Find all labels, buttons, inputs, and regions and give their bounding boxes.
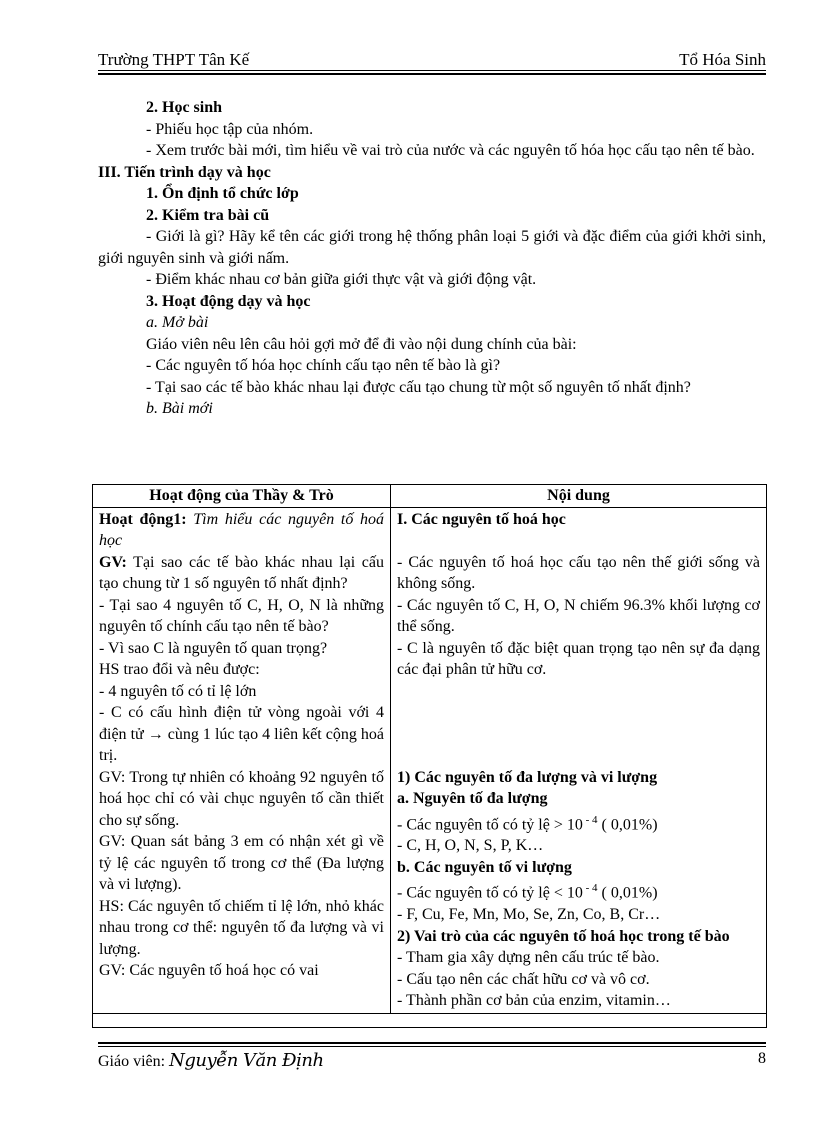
column-header: Nội dung: [391, 485, 767, 508]
table-text: GV: Quan sát bảng 3 em có nhận xét gì về tỷ lệ các nguyên tố trong cơ thể (Đa lượng và vi lượng).: [99, 833, 384, 893]
subsection-label: b. Bài mới: [146, 400, 213, 417]
signature: Nguyễn Văn Định: [169, 1050, 324, 1071]
page-header: [98, 48, 766, 70]
subsection-title: 2. Kiểm tra bài cũ: [146, 206, 270, 224]
table-text: - F, Cu, Fe, Mn, Mo, Se, Zn, Co, B, Cr…: [397, 906, 661, 924]
table-text: - Vì sao C là nguyên tố quan trọng?: [99, 639, 328, 657]
content-heading: 2) Vai trò của các nguyên tố hoá học trong tế bào: [397, 927, 730, 945]
content-subheading: a. Nguyên tố đa lượng: [397, 790, 548, 807]
table-text: HS: Các nguyên tố chiếm tỉ lệ lớn, nhỏ khác nhau trong cơ thể: nguyên tố đa lượng và vi lượng.: [99, 897, 384, 958]
column-header: Hoạt động của Thầy & Trò: [93, 485, 391, 508]
footer-rule-thick: [98, 1042, 766, 1044]
table-text: - C có cấu hình điện tử vòng ngoài với 4 điện tử → cùng 1 lúc tạo 4 liên kết cộng hoá trị.: [99, 704, 384, 764]
paragraph: - Tại sao các tế bào khác nhau lại được cấu tạo chung từ một số nguyên tố nhất định?: [146, 378, 691, 396]
footer-teacher: Giáo viên: Nguyễn Văn Định: [98, 1050, 324, 1071]
section-title: III. Tiến trình dạy và học: [98, 163, 271, 181]
subsection-title: 1. Ổn định tổ chức lớp: [146, 185, 299, 202]
header-school: Trường THPT Tân Kế: [98, 50, 250, 69]
paragraph: - Xem trước bài mới, tìm hiểu về vai trò của nước và các nguyên tố hóa học cấu tạo nên tế bào.: [146, 142, 755, 159]
header-rule: [98, 70, 766, 71]
teacher-student-activity-cell: [93, 507, 391, 1013]
table-text: - C, H, O, N, S, P, K…: [397, 837, 544, 855]
content-subheading: b. Các nguyên tố vi lượng: [397, 858, 572, 876]
paragraph: Giáo viên nêu lên câu hỏi gợi mở để đi vào nội dung chính của bài:: [146, 335, 577, 353]
table-row: [93, 507, 767, 1013]
table-text: - Thành phần cơ bản của enzim, vitamin…: [397, 992, 671, 1010]
table-text: GV: Tại sao các tế bào khác nhau lại cấu tạo chung từ 1 số nguyên tố nhất định?: [99, 553, 384, 592]
header-rule-thick: [98, 73, 766, 75]
table-text: - C là nguyên tố đặc biệt quan trọng tạo nên sự đa dạng các đại phân tử hữu cơ.: [397, 639, 760, 678]
content-heading: I. Các nguyên tố hoá học: [397, 510, 566, 528]
table-text: - Cấu tạo nên các chất hữu cơ và vô cơ.: [397, 970, 650, 988]
page-number: 8: [758, 1050, 766, 1067]
table-text: HS trao đổi và nêu được:: [99, 661, 260, 678]
content-heading: 1) Các nguyên tố đa lượng và vi lượng: [397, 768, 658, 786]
paragraph: - Điểm khác nhau cơ bản giữa giới thực vật và giới động vật.: [146, 271, 537, 288]
header-group: Tổ Hóa Sinh: [679, 50, 766, 69]
subsection-label: a. Mở bài: [146, 314, 209, 331]
footer-rule: [98, 1046, 766, 1047]
activity-heading: Hoạt động1: Tìm hiểu các nguyên tố hoá học: [99, 510, 385, 549]
table-text: - Các nguyên tố có tỷ lệ > 10 $^{- 4}$ ( 0,01%): [397, 813, 658, 833]
section-title: 2. Học sinh: [146, 99, 223, 116]
table-text: - Các nguyên tố hoá học cấu tạo nên thế giới sống và không sống.: [397, 553, 760, 592]
table-text: GV: Trong tự nhiên có khoảng 92 nguyên tố hoá học chỉ có vài chục nguyên tố cần thiết cho sự sống.: [99, 768, 384, 829]
paragraph: - Phiếu học tập của nhóm.: [146, 120, 314, 138]
table-text: - 4 nguyên tố có tỉ lệ lớn: [99, 682, 257, 700]
page-footer: [98, 1050, 766, 1076]
table-text: GV: Các nguyên tố hoá học có vai: [99, 962, 319, 979]
table-text: - Tại sao 4 nguyên tố C, H, O, N là những nguyên tố chính cấu tạo nên tế bào?: [99, 596, 384, 635]
table-text: - Các nguyên tố có tỷ lệ < 10 $^{- 4}$ ( 0,01%): [397, 882, 658, 902]
paragraph: - Giới là gì? Hãy kể tên các giới trong hệ thống phân loại 5 giới và đặc điểm của giới khởi sinh, giới nguyên sinh và giới nấm.: [98, 228, 766, 267]
intro-section: [98, 97, 766, 420]
subsection-title: 3. Hoạt động dạy và học: [146, 292, 311, 310]
table-text: - Các nguyên tố C, H, O, N chiếm 96.3% khối lượng cơ thể sống.: [397, 596, 760, 635]
lesson-table: [92, 484, 767, 1014]
content-cell: [391, 507, 767, 1013]
table-header-row: [93, 485, 767, 508]
paragraph: - Các nguyên tố hóa học chính cấu tạo nên tế bào là gì?: [146, 357, 501, 374]
table-text: - Tham gia xây dựng nên cấu trúc tế bào.: [397, 949, 660, 967]
